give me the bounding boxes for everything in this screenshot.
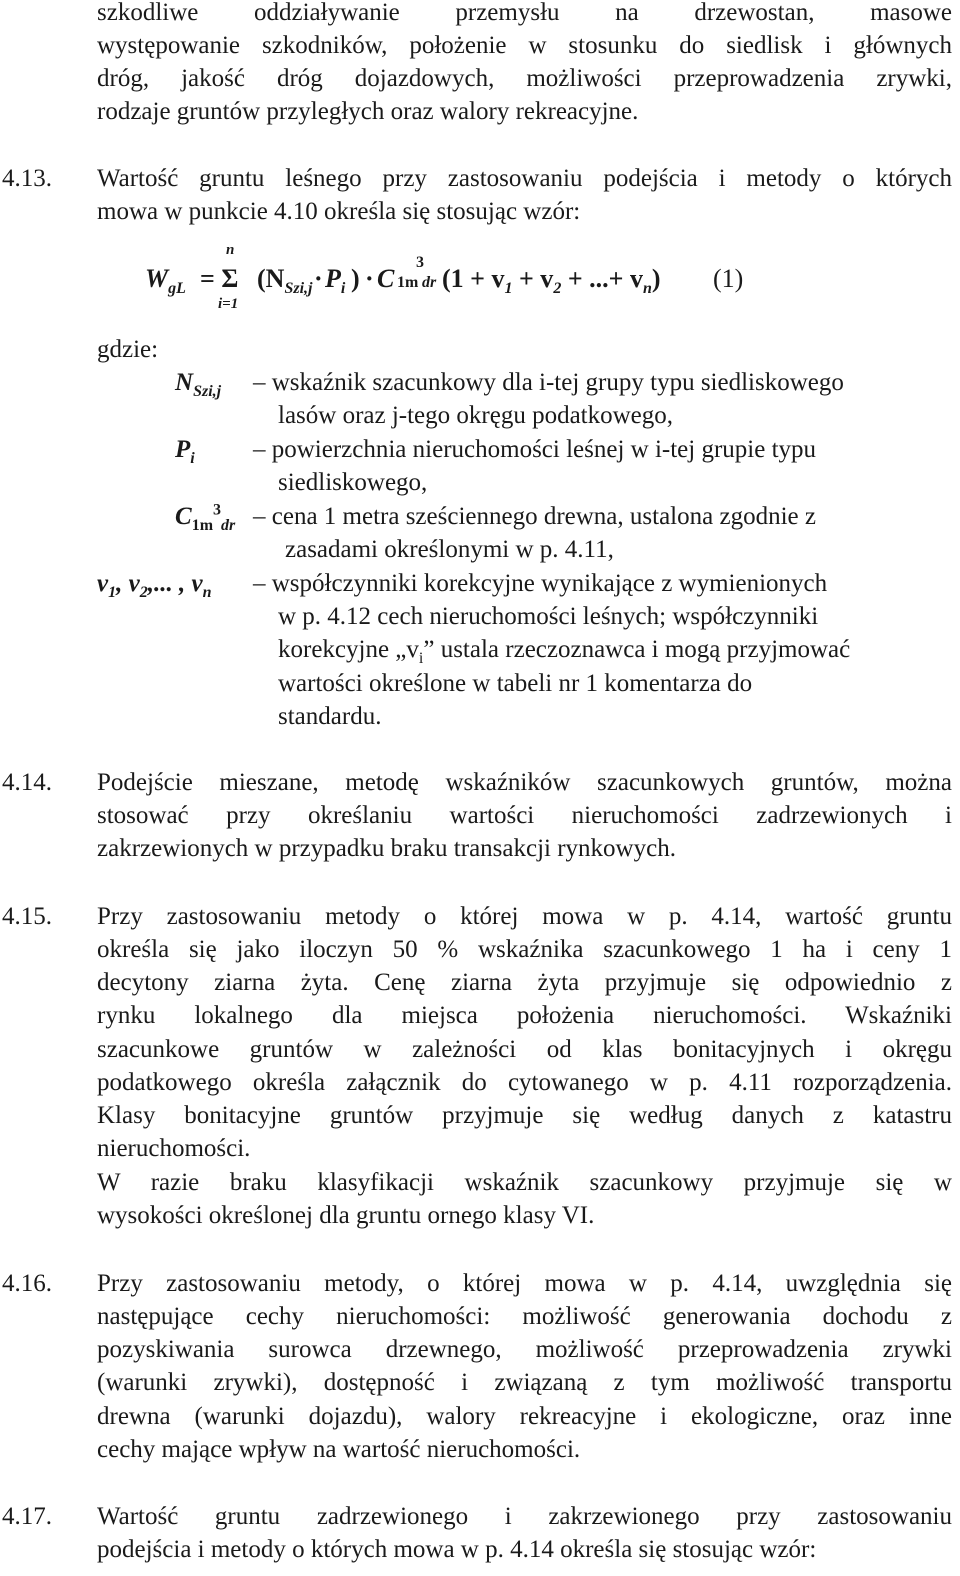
- text-line: rynku lokalnego dla miejsca położenia nieruchomości. Wskaźniki: [97, 1002, 952, 1029]
- definition-text: w p. 4.12 cech nieruchomości leśnych; współczynniki: [278, 603, 819, 630]
- definition-text: korekcyjne $„v_i$” ustala rzeczoznawca i mogą przyjmować: [278, 636, 851, 667]
- text-line: Przy zastosowaniu metody, o której mowa w p. 4.14, uwzględnia się: [97, 1270, 952, 1297]
- definition-text: – cena 1 metra sześciennego drewna, ustalona zgodnie z: [253, 503, 816, 530]
- text-line: Przy zastosowaniu metody o której mowa w p. 4.14, wartość gruntu: [97, 903, 952, 930]
- text-line: określa się jako iloczyn 50 % wskaźnika szacunkowego 1 ha i ceny 1: [97, 936, 952, 963]
- text-line: Wartość gruntu zadrzewionego i zakrzewionego przy zastosowaniu: [97, 1503, 952, 1530]
- section-number: 4.17.: [2, 1503, 52, 1530]
- formula-c-sub: 1m: [397, 274, 419, 291]
- text-line: nieruchomości.: [97, 1135, 251, 1162]
- text-line: wysokości określonej dla gruntu ornego klasy VI.: [97, 1202, 595, 1229]
- section-number: 4.15.: [2, 903, 52, 930]
- definition-symbol: $v_1$, $v_2$,... , $v_n$: [97, 570, 212, 601]
- text-line: Wartość gruntu leśnego przy zastosowaniu podejścia i metody o których: [97, 165, 952, 192]
- definition-text: – powierzchnia nieruchomości leśnej w i-tej grupie typu: [253, 436, 817, 463]
- text-line: podatkowego określa załącznik do cytowanego w p. 4.11 rozporządzenia.: [97, 1069, 952, 1096]
- formula-term-n: ($N_{Szi,j}$: [257, 264, 313, 298]
- text-line: W razie braku klasyfikacji wskaźnik szacunkowy przyjmuje się w: [97, 1169, 952, 1196]
- definition-text: – wskaźnik szacunkowy dla i-tej grupy typu siedliskowego: [253, 369, 844, 396]
- sigma-lower-limit: i=1: [218, 296, 239, 312]
- definition-symbol: $N_{Szi,j}$: [175, 369, 222, 400]
- definition-text: – współczynniki korekcyjne wynikające z wymienionych: [253, 570, 828, 597]
- text-line: pozyskiwania surowca drzewnego, możliwość przeprowadzenia zrywki: [97, 1336, 952, 1363]
- formula-term-p: $P_i$: [325, 264, 346, 298]
- text-line: następujące cechy nieruchomości: możliwość generowania dochodu z: [97, 1303, 952, 1330]
- definition-text: wartości określone w tabeli nr 1 komentarza do: [278, 670, 753, 697]
- text-line: (warunki zrywki), dostępność i związaną z tym możliwość transportu: [97, 1369, 952, 1396]
- equation-number: (1): [713, 264, 744, 293]
- definition-symbol: $C_{1m}^3_{dr}$: [175, 501, 236, 534]
- formula-term-c: C: [377, 264, 395, 293]
- text-line: stosować przy określaniu wartości nieruchomości zadrzewionych i: [97, 802, 952, 829]
- formula-lhs: $W_{gL}$: [145, 264, 186, 298]
- section-number: 4.16.: [2, 1270, 52, 1297]
- formula-1: [145, 242, 845, 318]
- text-line: szkodliwe oddziaływanie przemysłu na drzewostan, masowe: [97, 0, 952, 26]
- text-line: Klasy bonitacyjne gruntów przyjmuje się według danych z katastru: [97, 1102, 952, 1129]
- text-line: cechy mające wpływ na wartość nieruchomości.: [97, 1436, 581, 1463]
- text-line: drewna (warunki dojazdu), walory rekreacyjne i ekologiczne, oraz inne: [97, 1403, 952, 1430]
- definition-text: siedliskowego,: [278, 469, 428, 496]
- formula-dot: ·: [314, 264, 323, 293]
- text-line: decytony ziarna żyta. Cenę ziarna żyta przyjmuje się odpowiednio z: [97, 969, 952, 996]
- text-line: występowanie szkodników, położenie w stosunku do siedlisk i głównych: [97, 32, 952, 59]
- text-line: dróg, jakość dróg dojazdowych, możliwości przeprowadzenia zrywki,: [97, 65, 952, 92]
- definition-text: lasów oraz j-tego okręgu podatkowego,: [278, 402, 674, 429]
- section-number: 4.13.: [2, 165, 52, 192]
- text-line: mowa w punkcie 4.10 określa się stosując wzór:: [97, 198, 581, 225]
- where-label: gdzie:: [97, 336, 159, 363]
- text-line: Podejście mieszane, metodę wskaźników szacunkowych gruntów, można: [97, 769, 952, 796]
- section-number: 4.14.: [2, 769, 52, 796]
- formula-c-sup: 3: [416, 254, 424, 271]
- definition-text: standardu.: [278, 703, 382, 730]
- sigma-upper-limit: n: [226, 242, 235, 258]
- text-line: szacunkowe gruntów w zależności od klas bonitacyjnych i okręgu: [97, 1036, 952, 1063]
- formula-paren: ): [351, 264, 360, 293]
- formula-dot: ·: [365, 264, 374, 293]
- definition-text: zasadami określonymi w p. 4.11,: [285, 536, 614, 563]
- definition-symbol: $P_i$: [175, 436, 195, 467]
- formula-sigma: = Σ: [200, 264, 239, 293]
- text-line: zakrzewionych w przypadku braku transakcji rynkowych.: [97, 835, 676, 862]
- formula-c-sub2: dr: [422, 274, 437, 291]
- formula-tail: ($1 + v_1 + v_2$ + ...+ $v_n$): [442, 264, 661, 298]
- text-line: rodzaje gruntów przyległych oraz walory rekreacyjne.: [97, 98, 639, 125]
- text-line: podejścia i metody o których mowa w p. 4.14 określa się stosując wzór:: [97, 1536, 817, 1563]
